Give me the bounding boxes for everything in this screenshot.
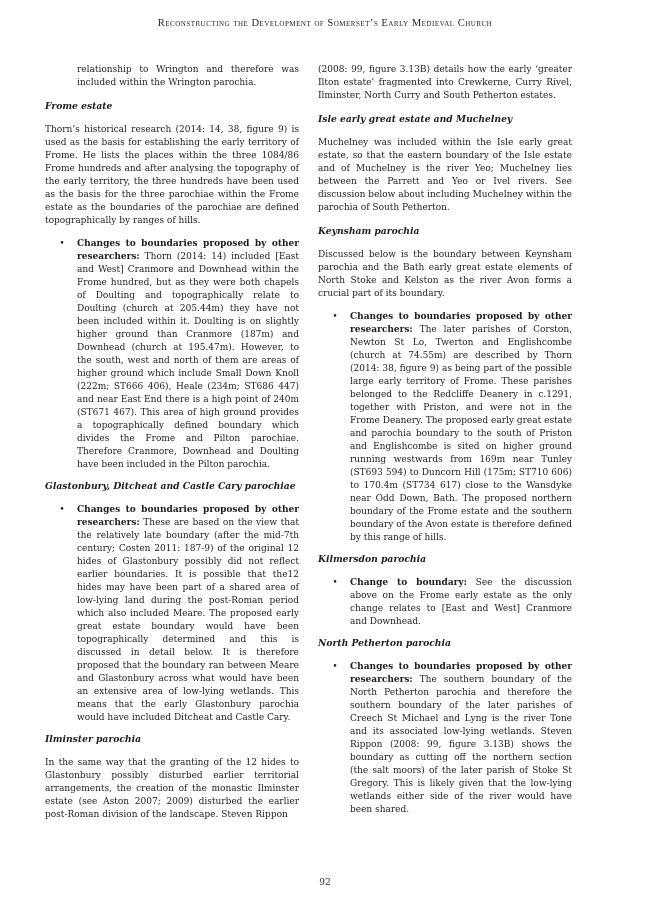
bullet-item	[318, 577, 572, 629]
bullet-label: Changes to boundaries proposed by other researchers:	[77, 505, 299, 528]
section-heading: North Petherton parochia	[318, 638, 451, 649]
section-heading: Ilminster parochia	[45, 734, 142, 745]
bullet-item	[45, 238, 299, 472]
bullet-text: See the discussion above on the Frome early estate as the only change relates to [East and West] Cranmore and Downhead.	[350, 578, 572, 627]
section-heading: Isle early great estate and Muchelney	[318, 114, 513, 125]
bullet-label: Changes to boundaries proposed by other researchers:	[350, 662, 572, 685]
paragraph: Discussed below is the boundary between Keynsham parochia and the Bath early great estate elements of North Stoke and Kelston as the river Avon forms a crucial part of its boundary.	[318, 250, 572, 299]
bullet-label: Changes to boundaries proposed by other researchers:	[350, 312, 572, 335]
bullet-text: The later parishes of Corston, Newton St Lo, Twerton and Englishcombe (church at 74.55m) are described by Thorn (2014: 38, figure 9) as being part of the possible large early territory of Frome. These parishes belonged to the Redcliffe Deanery in c.1291, together with Priston, and were not in the Frome Deanery. The proposed early great estate and parochia boundary to the south of Priston and Englishcombe is sited on higher ground running westwards from 169m near Tunley (ST693 594) to Duncorn Hill (175m; ST710 606) to 170.4m (ST734 617) close to the Wansdyke near Odd Down, Bath. The proposed northern boundary of the Frome estate and the southern boundary of the Avon estate is therefore defined by this range of hills.	[350, 325, 572, 543]
bullet-icon: •	[332, 312, 338, 322]
bullet-text: These are based on the view that the relatively late boundary (after the mid-7th century; Costen 2011: 187-9) of the original 12 hides of Glastonbury possibly did not reflect earlier boundaries. It is possible that the12 hides may have been part of a shared area of low-lying land during the post-Roman period which also included Meare. The proposed early great estate boundary would have been topographically determined and this is discussed in detail below. It is therefore proposed that the boundary ran between Meare and Glastonbury across what would have been an extensive area of low-lying wetlands. This means that the early Glastonbury parochia would have included Ditcheat and Castle Cary.	[77, 518, 299, 723]
paragraph: Muchelney was included within the Isle early great estate, so that the eastern boundary of the Isle estate and of Muchelney is the river Yeo; Muchelney lies between the Parrett and Yeo or Ivel rivers. See discussion below about including Muchelney within the parochia of South Petherton.	[318, 138, 572, 213]
paragraph: Thorn’s historical research (2014: 14, 38, figure 9) is used as the basis for establishing the early territory of Frome. He lists the places within the three 1084/86 Frome hundreds and after analysing the topography of the early territory, the three hundreds have been used as the basis for the three parochiae within the Frome estate as the boundaries of the parochiae are defined topographically by ranges of hills.	[45, 125, 299, 226]
section-heading: Frome estate	[45, 101, 113, 112]
bullet-icon: •	[59, 239, 65, 249]
bullet-item	[318, 661, 572, 817]
paragraph: In the same way that the granting of the 12 hides to Glastonbury possibly disturbed earlier territorial arrangements, the creation of the monastic Ilminster estate (see Aston 2007; 2009) disturbed the earlier post-Roman division of the landscape. Steven Rippon	[45, 758, 299, 820]
bullet-label: Change to boundary:	[350, 578, 467, 588]
paragraph: (2008: 99, figure 3.13B) details how the early ‘greater Ilton estate’ fragmented into Crewkerne, Curry Rivel, Ilminster, North Curry and South Petherton estates.	[318, 65, 572, 101]
bullet-text: The southern boundary of the North Petherton parochia and therefore the southern boundary of the later parishes of Creech St Michael and Lyng is the river Tone and its associated low-lying wetlands. Steven Rippon (2008: 99, figure 3.13B) shows the boundary as cutting off the northern section (the salt moors) of the later parish of Stoke St Gregory. This is likely given that the low-lying wetlands either side of the river would have been shared.	[350, 675, 572, 815]
section-heading: Glastonbury, Ditcheat and Castle Cary parochiae	[45, 481, 296, 492]
bullet-icon: •	[332, 662, 338, 672]
bullet-item	[45, 504, 299, 725]
left-column	[45, 64, 299, 832]
running-header: Reconstructing the Development of Somerset’s Early Medieval Church	[157, 18, 493, 29]
bullet-text: Thorn (2014: 14) included [East and West] Cranmore and Downhead within the Frome hundred, but as they were both chapels of Doulting and topographically relate to Doulting (church at 205.44m) they have not been included within it. Doulting is on slightly higher ground than Cranmore (187m) and Downhead (church at 195.47m). However, to the south, west and north of them are areas of higher ground which include Small Down Knoll (222m; ST666 406), Heale (234m; ST686 447) and near East End there is a high point of 240m (ST671 467). This area of high ground provides a topographically defined boundary which divides the Frome and Pilton parochiae. Therefore Cranmore, Downhead and Doulting have been included in the Pilton parochia.	[77, 252, 299, 470]
bullet-icon: •	[332, 578, 338, 588]
right-column	[318, 64, 572, 825]
paragraph: relationship to Wrington and therefore was included within the Wrington parochia.	[77, 65, 299, 88]
page-number: 92	[319, 878, 331, 888]
bullet-item	[318, 311, 572, 545]
bullet-label: Changes to boundaries proposed by other researchers:	[77, 239, 299, 262]
bullet-icon: •	[59, 505, 65, 515]
section-heading: Kilmersdon parochia	[318, 554, 427, 565]
section-heading: Keynsham parochia	[318, 226, 420, 237]
